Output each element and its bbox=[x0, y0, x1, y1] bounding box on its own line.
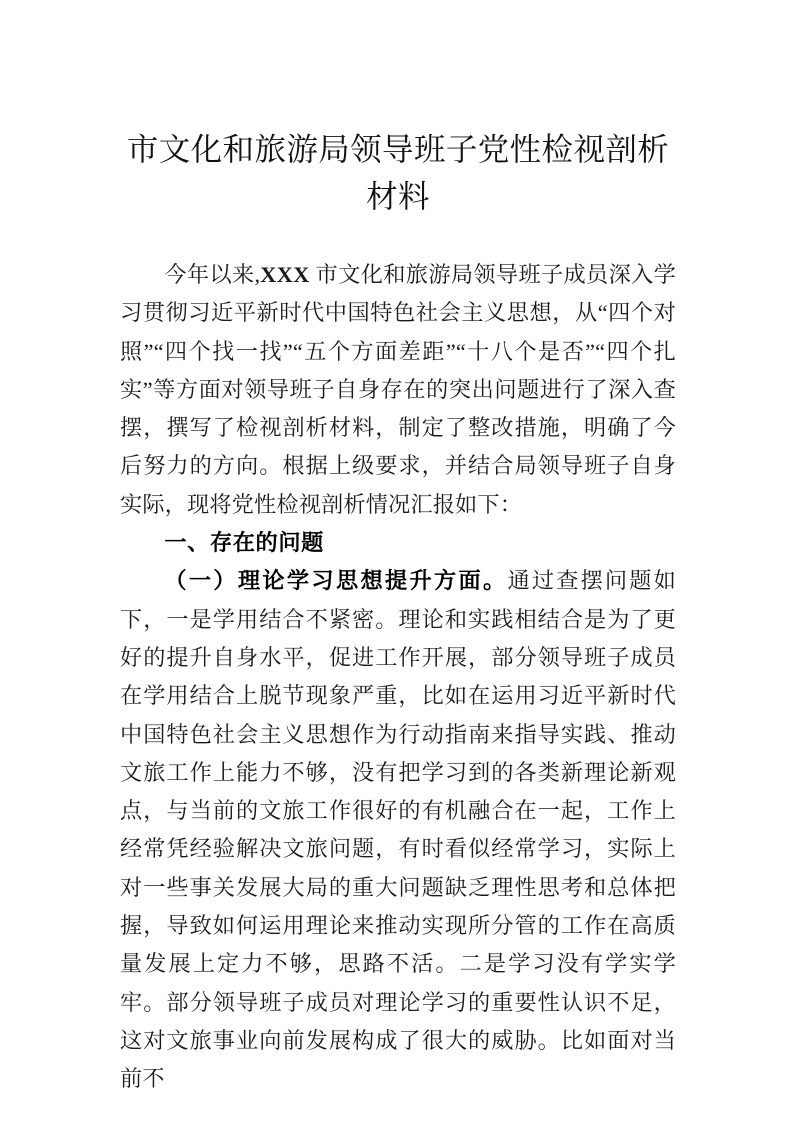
intro-body-text: 市文化和旅游局领导班子成员深入学习贯彻习近平新时代中国特色社会主义思想，从“四个对照”“四个找一找”“五个方面差距”“十八个是否”“四个扎实”等方面对领导班子自身存在的突出问题进行了深入查摆，撰写了检视剖析材料，制定了整改措施，明确了今后努力的方向。根据上级要求，并结合局领导班子自身实际，现将党性检视剖析情况汇报如下： bbox=[120, 262, 676, 517]
document-body bbox=[120, 256, 676, 1099]
page-title: 市文化和旅游局领导班子党性检视剖析材料 bbox=[126, 132, 670, 214]
intro-lead-text: 今年以来, bbox=[164, 262, 261, 287]
organization-placeholder: XXX bbox=[260, 262, 310, 287]
document-content-column bbox=[120, 0, 676, 1099]
section-heading-existing-problems: 一、存在的问题 bbox=[164, 530, 324, 556]
subsection-body-theory-study: 通过查摆问题如下，一是学用结合不紧密。理论和实践相结合是为了更好的提升自身水平，促进工作开展，部分领导班子成员在学用结合上脱节现象严重，比如在运用习近平新时代中国特色社会主义思想作为行动指南来指导实践、推动文旅工作上能力不够，没有把学习到的各类新理论新观点，与当前的文旅工作很好的有机融合在一起，工作上经常凭经验解决文旅问题，有时看似经常学习，实际上对一些事关发展大局的重大问题缺乏理性思考和总体把握，导致如何运用理论来推动实现所分管的工作在高质量发展上定力不够，思路不活。二是学习没有学实学牢。部分领导班子成员对理论学习的重要性认识不足，这对文旅事业向前发展构成了很大的威胁。比如面对当前不 bbox=[120, 568, 676, 1092]
intro-paragraph bbox=[120, 256, 676, 524]
subsection-heading-theory-study: （一）理论学习思想提升方面。 bbox=[164, 568, 508, 594]
subsection-paragraph-theory-study bbox=[120, 562, 676, 1098]
